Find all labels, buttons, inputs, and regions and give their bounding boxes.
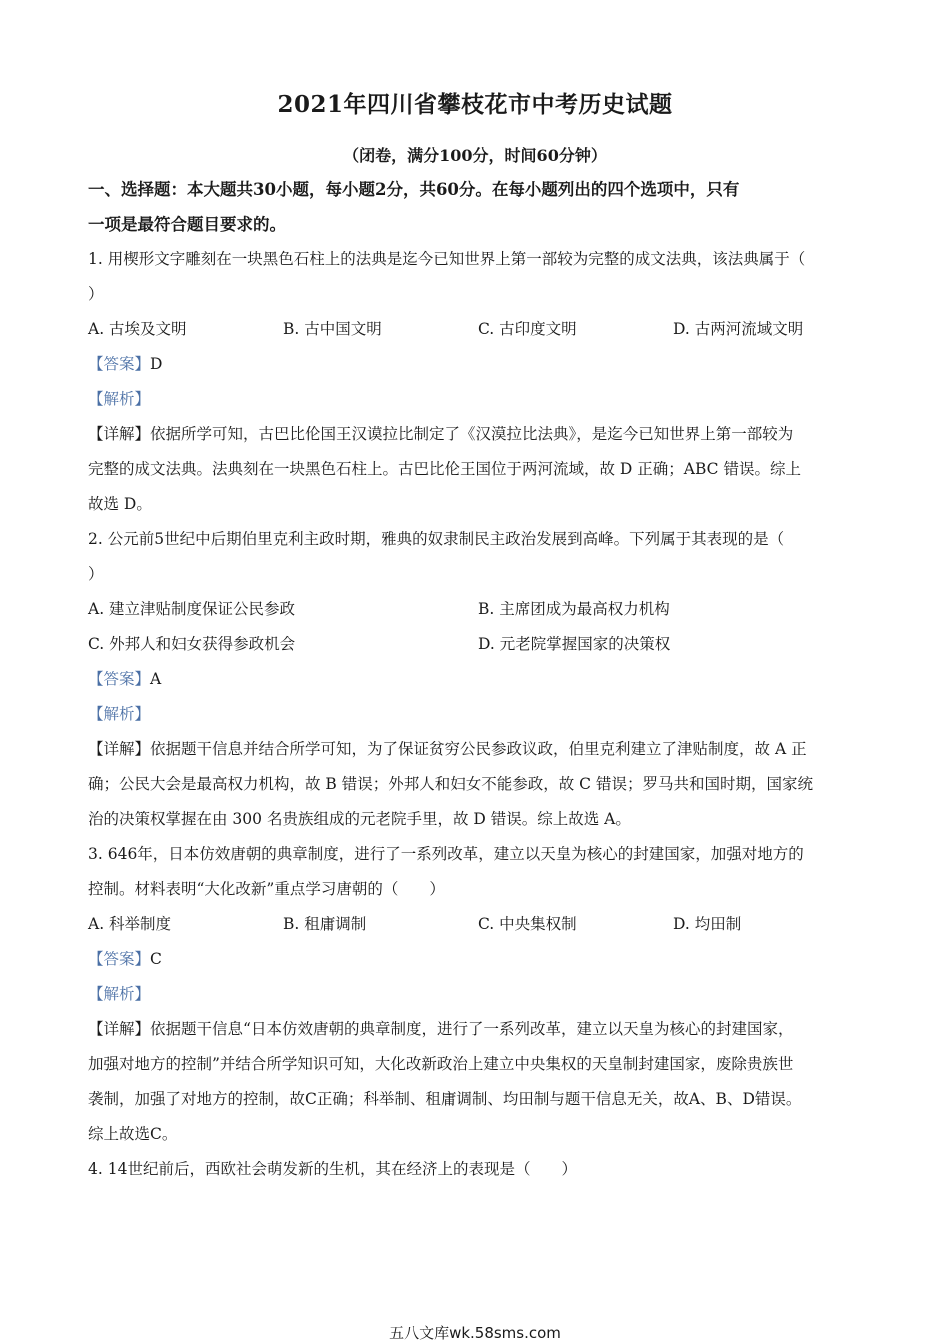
answer-value: D: [150, 355, 163, 373]
analysis-tag: 【解析】: [88, 985, 151, 1003]
answer-tag: 【答案】: [88, 670, 151, 688]
page-title: 2021年四川省攀枝花市中考历史试题: [277, 91, 673, 118]
answer-tag: 【答案】: [88, 950, 151, 968]
options: [88, 627, 868, 662]
analysis-tag: 【解析】: [88, 705, 151, 723]
answer-value: A: [150, 670, 162, 688]
answer: [88, 942, 868, 977]
detail-text: 依据题干信息并结合所学可知，为了保证贫穷公民参政议政，伯里克利建立了津贴制度，故 A 正: [150, 740, 807, 758]
section-heading: 一、选择题：本大题共30小题，每小题2分，共60分。在每小题列出的四个选项中，只有: [88, 180, 740, 199]
option-c: C. 外邦人和妇女获得参政机会: [88, 635, 296, 653]
detail-cont: 确；公民大会是最高权力机构，故 B 错误；外邦人和妇女不能参政，故 C 错误；罗马共和国时期，国家统: [88, 775, 813, 793]
detail-tag: 【详解】: [88, 1020, 151, 1038]
question-3: [88, 837, 868, 1152]
detail-cont: 袭制，加强了对地方的控制，故C正确；科举制、租庸调制、均田制与题干信息无关，故A、B、D错误。: [88, 1090, 802, 1108]
detail-tag: 【详解】: [88, 740, 151, 758]
option-d: D. 元老院掌握国家的决策权: [478, 635, 671, 653]
answer: [88, 347, 868, 382]
answer-value: C: [150, 950, 162, 968]
detail: [88, 1012, 868, 1047]
section-heading-cont: 一项是最符合题目要求的。: [88, 215, 286, 234]
option-b: B. 古中国文明: [283, 320, 382, 338]
option-c: C. 古印度文明: [478, 320, 577, 338]
watermark-footer: 五八文库wk.58sms.com: [389, 1324, 561, 1342]
option-d: D. 古两河流域文明: [673, 320, 804, 338]
options: [88, 312, 868, 347]
analysis: [88, 977, 868, 1012]
question-4: [88, 1152, 868, 1187]
question-2: [88, 522, 868, 837]
detail: [88, 732, 868, 767]
question-stem-cont: 控制。材料表明“大化改新”重点学习唐朝的（ ）: [88, 880, 445, 898]
analysis-tag: 【解析】: [88, 390, 151, 408]
detail: [88, 417, 868, 452]
analysis: [88, 382, 868, 417]
question-stem: 4. 14世纪前后，西欧社会萌发新的生机，其在经济上的表现是（ ）: [88, 1160, 577, 1178]
analysis: [88, 697, 868, 732]
option-a: A. 建立津贴制度保证公民参政: [88, 600, 296, 618]
question-stem-cont: ）: [88, 285, 104, 303]
detail-cont: 加强对地方的控制”并结合所学知识可知，大化改新政治上建立中央集权的天皇制封建国家，废除贵族世: [88, 1055, 794, 1073]
question-stem-cont: ）: [88, 565, 104, 583]
option-d: D. 均田制: [673, 915, 742, 933]
detail-cont: 完整的成文法典。法典刻在一块黑色石柱上。古巴比伦王国位于两河流域，故 D 正确；ABC 错误。综上: [88, 460, 801, 478]
question-stem: 1. 用楔形文字雕刻在一块黑色石柱上的法典是迄今已知世界上第一部较为完整的成文法典，该法典属于（: [88, 250, 806, 268]
question-stem: 3. 646年，日本仿效唐朝的典章制度，进行了一系列改革，建立以天皇为核心的封建国家，加强对地方的: [88, 845, 804, 863]
option-b: B. 租庸调制: [283, 915, 367, 933]
exam-info: （闭卷，满分100分，时间60分钟）: [343, 146, 607, 165]
detail-cont: 综上故选C。: [88, 1125, 178, 1143]
question-stem: 2. 公元前5世纪中后期伯里克利主政时期，雅典的奴隶制民主政治发展到高峰。下列属于其表现的是（: [88, 530, 785, 548]
option-a: A. 科举制度: [88, 915, 172, 933]
option-b: B. 主席团成为最高权力机构: [478, 600, 670, 618]
detail-text: 依据题干信息“日本仿效唐朝的典章制度，进行了一系列改革，建立以天皇为核心的封建国家，: [150, 1020, 794, 1038]
answer-tag: 【答案】: [88, 355, 151, 373]
detail-tag: 【详解】: [88, 425, 151, 443]
options: [88, 592, 868, 627]
options: [88, 907, 868, 942]
detail-cont: 故选 D。: [88, 495, 152, 513]
option-a: A. 古埃及文明: [88, 320, 187, 338]
option-c: C. 中央集权制: [478, 915, 577, 933]
exam-content: [88, 172, 868, 1187]
detail-cont: 治的决策权掌握在由 300 名贵族组成的元老院手里，故 D 错误。综上故选 A。: [88, 810, 631, 828]
detail-text: 依据所学可知，古巴比伦国王汉谟拉比制定了《汉漠拉比法典》，是迄今已知世界上第一部较为: [150, 425, 794, 443]
question-1: [88, 242, 868, 522]
answer: [88, 662, 868, 697]
